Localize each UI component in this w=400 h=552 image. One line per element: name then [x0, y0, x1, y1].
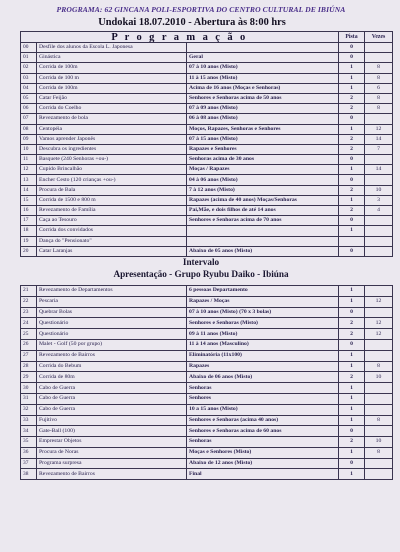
schedule-row — [21, 236, 393, 246]
row-vezes — [365, 175, 393, 185]
row-participants: Eliminatória (11x100) — [187, 350, 339, 361]
programacao-title: P r o g r a m a ç ã o — [21, 32, 339, 43]
row-participants: Final — [187, 469, 339, 480]
row-participants: Rapazes e Senhores — [187, 144, 339, 154]
row-participants: Moços, Rapazes, Senhoras e Senhores — [187, 124, 339, 134]
row-activity: Procura de Bala — [37, 185, 187, 195]
row-activity: Pescaria — [37, 296, 187, 307]
row-vezes: 7 — [365, 144, 393, 154]
row-number: 04 — [21, 83, 37, 93]
schedule-row — [21, 185, 393, 195]
row-number: 19 — [21, 236, 37, 246]
row-number: 27 — [21, 350, 37, 361]
row-pista: 0 — [339, 458, 365, 469]
row-vezes: 12 — [365, 296, 393, 307]
row-vezes: 10 — [365, 437, 393, 448]
schedule-row — [21, 134, 393, 144]
schedule-row — [21, 73, 393, 83]
row-number: 38 — [21, 469, 37, 480]
row-number: 01 — [21, 53, 37, 63]
row-participants: 09 à 11 anos (Misto) — [187, 329, 339, 340]
schedule-row — [21, 361, 393, 372]
schedule-row — [21, 383, 393, 394]
row-pista: 2 — [339, 104, 365, 114]
row-participants: Senhoras — [187, 437, 339, 448]
row-number: 18 — [21, 226, 37, 236]
row-activity: Ginástica — [37, 53, 187, 63]
row-activity: Emprestar Objetos — [37, 437, 187, 448]
row-pista: 2 — [339, 93, 365, 103]
row-participants: Abaixo de 12 anos (Misto) — [187, 458, 339, 469]
row-pista: 1 — [339, 361, 365, 372]
row-participants: 11 à 15 anos (Misto) — [187, 73, 339, 83]
row-activity: Desfile dos alunos da Escola L. Japonesa — [37, 43, 187, 53]
schedule-row — [21, 469, 393, 480]
row-activity: Corrida de 1500 e 800 m — [37, 195, 187, 205]
schedule-row — [21, 458, 393, 469]
row-pista: 1 — [339, 63, 365, 73]
row-vezes: 14 — [365, 134, 393, 144]
row-vezes — [365, 350, 393, 361]
row-activity: Malet - Golf (50 por grupo) — [37, 339, 187, 350]
row-number: 21 — [21, 285, 37, 296]
row-pista: 0 — [339, 155, 365, 165]
schedule-row — [21, 318, 393, 329]
row-number: 32 — [21, 404, 37, 415]
row-activity: Quebrar Bolas — [37, 307, 187, 318]
row-activity: Gate-Ball (100) — [37, 426, 187, 437]
row-number: 26 — [21, 339, 37, 350]
row-participants: Abaixo de 05 anos (Misto) — [187, 246, 339, 256]
row-pista: 0 — [339, 175, 365, 185]
schedule-row — [21, 43, 393, 53]
row-vezes — [365, 246, 393, 256]
row-participants: 06 à 08 anos (Misto) — [187, 114, 339, 124]
row-vezes: 10 — [365, 185, 393, 195]
row-pista: 0 — [339, 426, 365, 437]
row-vezes — [365, 383, 393, 394]
row-activity: Corrida de 80m — [37, 372, 187, 383]
row-participants: 07 à 15 anos (Misto) — [187, 134, 339, 144]
schedule-row — [21, 350, 393, 361]
row-pista: 0 — [339, 43, 365, 53]
row-pista: 2 — [339, 437, 365, 448]
schedule-row — [21, 285, 393, 296]
row-pista: 1 — [339, 165, 365, 175]
row-pista: 2 — [339, 329, 365, 340]
row-vezes: 6 — [365, 83, 393, 93]
row-pista: 0 — [339, 216, 365, 226]
row-vezes — [365, 53, 393, 63]
row-participants: Pai,Mãe, e dois filhos de até 14 anos — [187, 206, 339, 216]
row-pista: 0 — [339, 53, 365, 63]
row-vezes: 8 — [365, 63, 393, 73]
row-number: 28 — [21, 361, 37, 372]
row-activity: Revezamento de Família — [37, 206, 187, 216]
row-participants: Senhores — [187, 393, 339, 404]
row-number: 25 — [21, 329, 37, 340]
schedule-row — [21, 426, 393, 437]
schedule-row — [21, 93, 393, 103]
row-participants: Abaixo de 06 anos (Misto) — [187, 372, 339, 383]
row-activity: Questionário — [37, 318, 187, 329]
row-vezes — [365, 307, 393, 318]
row-number: 12 — [21, 165, 37, 175]
schedule-row — [21, 63, 393, 73]
schedule-row — [21, 415, 393, 426]
row-pista: 1 — [339, 404, 365, 415]
row-number: 29 — [21, 372, 37, 383]
row-vezes — [365, 426, 393, 437]
row-activity: Basquete (240 Senhoras +ou-) — [37, 155, 187, 165]
row-participants: Senhores e Senhoras (Misto) — [187, 318, 339, 329]
schedule-row — [21, 53, 393, 63]
row-pista: 0 — [339, 307, 365, 318]
schedule-row — [21, 246, 393, 256]
row-number: 02 — [21, 63, 37, 73]
row-pista: 1 — [339, 285, 365, 296]
row-number: 09 — [21, 134, 37, 144]
row-pista: 2 — [339, 144, 365, 154]
schedule-row — [21, 83, 393, 93]
schedule-row — [21, 393, 393, 404]
row-vezes — [365, 339, 393, 350]
row-pista: 0 — [339, 246, 365, 256]
schedule-row — [21, 114, 393, 124]
row-vezes: 8 — [365, 104, 393, 114]
schedule-row — [21, 329, 393, 340]
row-number: 14 — [21, 185, 37, 195]
row-vezes: 10 — [365, 372, 393, 383]
row-vezes — [365, 404, 393, 415]
row-pista: 1 — [339, 350, 365, 361]
schedule-row — [21, 155, 393, 165]
row-participants: Senhores e Senhoras acima de 70 anos — [187, 216, 339, 226]
schedule-row — [21, 226, 393, 236]
row-activity: Catar Laranjas — [37, 246, 187, 256]
row-number: 16 — [21, 206, 37, 216]
schedule-table-part1 — [20, 31, 393, 257]
schedule-row — [21, 216, 393, 226]
row-activity: Revezamento de Bairros — [37, 469, 187, 480]
row-participants: Senhores e Senhoras acima de 50 anos — [187, 93, 339, 103]
row-activity: Encher Cesto (120 crianças +ou-) — [37, 175, 187, 185]
row-participants: Rapazes — [187, 361, 339, 372]
row-pista: 1 — [339, 124, 365, 134]
row-vezes — [365, 236, 393, 246]
row-vezes: 4 — [365, 206, 393, 216]
table-header-row — [21, 32, 393, 43]
row-activity: Cabo de Guerra — [37, 404, 187, 415]
row-number: 07 — [21, 114, 37, 124]
pista-header: Pista — [339, 32, 365, 43]
row-participants: Senhoras — [187, 383, 339, 394]
row-vezes: 14 — [365, 165, 393, 175]
row-vezes: 8 — [365, 73, 393, 83]
schedule-row — [21, 165, 393, 175]
row-vezes: 8 — [365, 415, 393, 426]
row-vezes: 3 — [365, 195, 393, 205]
row-pista: 1 — [339, 415, 365, 426]
schedule-row — [21, 175, 393, 185]
row-number: 30 — [21, 383, 37, 394]
row-vezes: 12 — [365, 329, 393, 340]
row-number: 17 — [21, 216, 37, 226]
row-participants: 7 à 12 anos (Misto) — [187, 185, 339, 195]
schedule-row — [21, 124, 393, 134]
row-number: 10 — [21, 144, 37, 154]
row-participants: 07 à 09 anos (Misto) — [187, 104, 339, 114]
row-activity: Descubra os ingredientes — [37, 144, 187, 154]
row-participants: Senhores e Senhoras (acima 40 anos) — [187, 415, 339, 426]
row-number: 20 — [21, 246, 37, 256]
row-pista: 1 — [339, 83, 365, 93]
schedule-table-part2 — [20, 285, 393, 480]
row-number: 23 — [21, 307, 37, 318]
row-participants: Senhores e Senhoras acima de 60 anos — [187, 426, 339, 437]
row-activity: Cabo de Guerra — [37, 383, 187, 394]
row-activity: Corrida dos convidados — [37, 226, 187, 236]
row-activity: Questionário — [37, 329, 187, 340]
schedule-row — [21, 447, 393, 458]
row-vezes — [365, 458, 393, 469]
row-participants: 07 à 10 anos (Misto) (70 x 3 bolas) — [187, 307, 339, 318]
row-number: 03 — [21, 73, 37, 83]
row-activity: Fujitivo — [37, 415, 187, 426]
row-participants: Rapazes (acima de 40 anos) Moças/Senhoras — [187, 195, 339, 205]
row-pista: 1 — [339, 73, 365, 83]
schedule-row — [21, 339, 393, 350]
row-number: 15 — [21, 195, 37, 205]
row-vezes: 8 — [365, 361, 393, 372]
row-participants — [187, 236, 339, 246]
row-participants: Rapazes / Moças — [187, 296, 339, 307]
vezes-header: Vezes — [365, 32, 393, 43]
row-activity: Corrida do Bebum — [37, 361, 187, 372]
row-activity: Catar Feijão — [37, 93, 187, 103]
row-participants — [187, 226, 339, 236]
row-pista: 1 — [339, 226, 365, 236]
row-pista: 1 — [339, 469, 365, 480]
row-activity: Corrida do Coelho — [37, 104, 187, 114]
row-number: 13 — [21, 175, 37, 185]
row-pista: 1 — [339, 296, 365, 307]
row-vezes — [365, 393, 393, 404]
row-vezes: 12 — [365, 124, 393, 134]
row-number: 31 — [21, 393, 37, 404]
row-number: 24 — [21, 318, 37, 329]
row-pista: 0 — [339, 114, 365, 124]
schedule-row — [21, 206, 393, 216]
row-participants: Geral — [187, 53, 339, 63]
row-participants: Moças / Rapazes — [187, 165, 339, 175]
schedule-row — [21, 437, 393, 448]
row-activity: Caça ao Tesouro — [37, 216, 187, 226]
row-participants — [187, 43, 339, 53]
row-pista: 2 — [339, 134, 365, 144]
row-vezes: 8 — [365, 93, 393, 103]
row-pista — [339, 236, 365, 246]
row-activity: Centopéia — [37, 124, 187, 134]
row-vezes — [365, 469, 393, 480]
row-vezes — [365, 155, 393, 165]
row-number: 35 — [21, 437, 37, 448]
row-activity: Revezamento de Bairros — [37, 350, 187, 361]
row-pista: 0 — [339, 339, 365, 350]
row-pista: 1 — [339, 195, 365, 205]
schedule-row — [21, 404, 393, 415]
row-number: 00 — [21, 43, 37, 53]
row-activity: Cupido Brincalhão — [37, 165, 187, 175]
row-number: 22 — [21, 296, 37, 307]
row-number: 33 — [21, 415, 37, 426]
row-number: 37 — [21, 458, 37, 469]
row-pista: 2 — [339, 206, 365, 216]
row-number: 11 — [21, 155, 37, 165]
row-number: 08 — [21, 124, 37, 134]
row-vezes: 12 — [365, 318, 393, 329]
row-pista: 2 — [339, 372, 365, 383]
row-participants: Senhoras acima de 30 anos — [187, 155, 339, 165]
row-participants: 10 a 15 anos (Misto) — [187, 404, 339, 415]
presentation-heading: Apresentação - Grupo Ryubu Daiko - Ibiúna — [113, 268, 289, 279]
row-activity: Procura de Noras — [37, 447, 187, 458]
row-pista: 1 — [339, 393, 365, 404]
row-vezes: 8 — [365, 447, 393, 458]
row-number: 36 — [21, 447, 37, 458]
program-header: PROGRAMA: 62 GINCANA POLI-ESPORTIVA DO CENTRO CULTURAL DE IBIÚNA — [56, 5, 346, 14]
row-pista: 2 — [339, 185, 365, 195]
row-number: 34 — [21, 426, 37, 437]
row-activity: Corrida de 100m — [37, 63, 187, 73]
row-participants: Acima de 16 anos (Moças e Senhoras) — [187, 83, 339, 93]
schedule-row — [21, 195, 393, 205]
row-pista: 2 — [339, 318, 365, 329]
row-activity: Revezamento de bola — [37, 114, 187, 124]
row-activity: Dança do "Pensionato" — [37, 236, 187, 246]
row-participants: 11 à 14 anos (Masculino) — [187, 339, 339, 350]
row-activity: Revezamento de Departamentos — [37, 285, 187, 296]
row-vezes — [365, 285, 393, 296]
row-activity: Corrida de 100m — [37, 83, 187, 93]
row-participants: 6 pessoas Departamento — [187, 285, 339, 296]
row-vezes — [365, 43, 393, 53]
row-activity: Corrida de 100 m — [37, 73, 187, 83]
schedule-row — [21, 296, 393, 307]
row-activity: Cabo de Guerra — [37, 393, 187, 404]
schedule-row — [21, 144, 393, 154]
row-activity: Programa surpresa — [37, 458, 187, 469]
row-vezes — [365, 114, 393, 124]
row-participants: 04 à 06 anos (Misto) — [187, 175, 339, 185]
row-vezes — [365, 216, 393, 226]
row-pista: 1 — [339, 383, 365, 394]
row-vezes — [365, 226, 393, 236]
schedule-row — [21, 307, 393, 318]
schedule-row — [21, 104, 393, 114]
row-activity: Vamos aprender Japonês — [37, 134, 187, 144]
row-pista: 1 — [339, 447, 365, 458]
schedule-row — [21, 372, 393, 383]
row-number: 06 — [21, 104, 37, 114]
event-subtitle: Undokai 18.07.2010 - Abertura às 8:00 hrs — [98, 17, 286, 28]
row-participants: 07 à 10 anos (Misto) — [187, 63, 339, 73]
row-number: 05 — [21, 93, 37, 103]
row-participants: Moças e Senhores (Misto) — [187, 447, 339, 458]
intervalo-heading: Intervalo — [182, 256, 220, 267]
